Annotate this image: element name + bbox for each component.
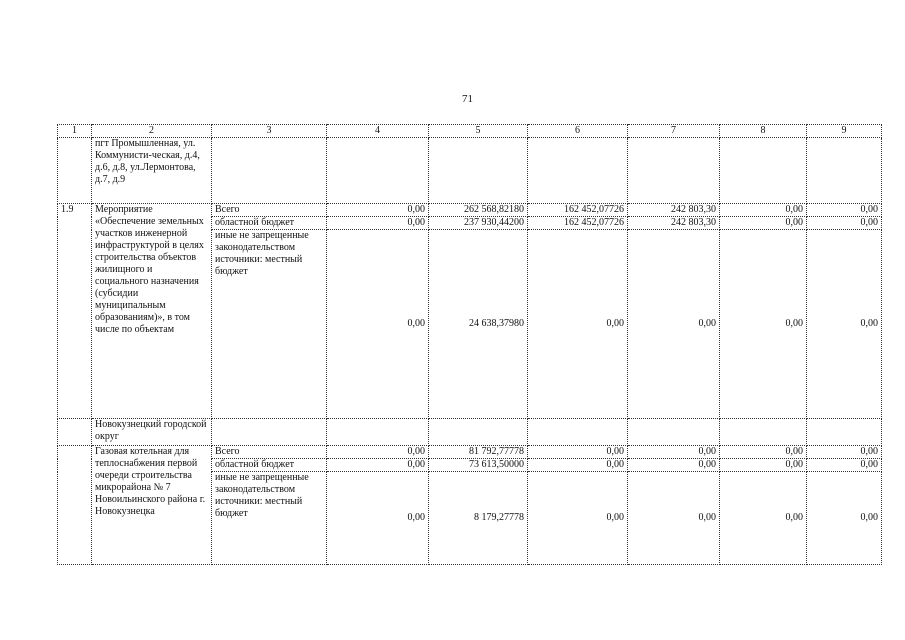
- empty-cell: [528, 419, 628, 446]
- object-row-total: [58, 446, 882, 459]
- value-cell: 242 803,30: [628, 217, 720, 230]
- header-cell: 8: [720, 125, 807, 138]
- budget-table: [57, 124, 882, 565]
- header-cell: 4: [327, 125, 429, 138]
- address-row: [58, 138, 882, 204]
- empty-cell: [628, 138, 720, 204]
- empty-cell: [58, 419, 92, 446]
- value-cell: 0,00: [528, 446, 628, 459]
- measure-title: Мероприятие «Обеспечение земельных участков инженерной инфраструктурой в целях строительства объектов жилищного и социального назначения (субсидии муниципальным образованиям)», в том числе по объектам: [92, 204, 212, 419]
- value-cell: 0,00: [327, 204, 429, 217]
- object-title: Газовая котельная для теплоснабжения первой очереди строительства микрорайона № 7 Новоильинского района г. Новокузнецка: [92, 446, 212, 565]
- header-cell: 5: [429, 125, 528, 138]
- empty-cell: [807, 138, 882, 204]
- value-cell: 0,00: [528, 472, 628, 565]
- value-cell: 262 568,82180: [429, 204, 528, 217]
- header-cell: 1: [58, 125, 92, 138]
- value-cell: 0,00: [807, 230, 882, 419]
- value-cell: 0,00: [807, 204, 882, 217]
- value-cell: 0,00: [807, 472, 882, 565]
- value-cell: 0,00: [528, 230, 628, 419]
- value-cell: 162 452,07726: [528, 217, 628, 230]
- value-cell: 0,00: [720, 204, 807, 217]
- value-cell: 162 452,07726: [528, 204, 628, 217]
- source-label: иные не запрещенные законодательством источники: местный бюджет: [212, 230, 327, 419]
- empty-cell: [429, 138, 528, 204]
- value-cell: 0,00: [720, 230, 807, 419]
- value-cell: 0,00: [807, 446, 882, 459]
- page-number: 71: [462, 93, 473, 105]
- value-cell: 0,00: [628, 446, 720, 459]
- value-cell: 0,00: [628, 472, 720, 565]
- value-cell: 0,00: [327, 459, 429, 472]
- value-cell: 0,00: [720, 472, 807, 565]
- empty-cell: [58, 446, 92, 565]
- measure-row-total: [58, 204, 882, 217]
- value-cell: 8 179,27778: [429, 472, 528, 565]
- value-cell: 0,00: [327, 446, 429, 459]
- empty-cell: [212, 419, 327, 446]
- empty-cell: [429, 419, 528, 446]
- header-cell: 9: [807, 125, 882, 138]
- measure-id: 1.9: [58, 204, 92, 419]
- value-cell: 0,00: [720, 459, 807, 472]
- value-cell: 0,00: [628, 230, 720, 419]
- empty-cell: [720, 419, 807, 446]
- value-cell: 0,00: [720, 446, 807, 459]
- empty-cell: [327, 138, 429, 204]
- source-label: областной бюджет: [212, 459, 327, 472]
- value-cell: 0,00: [807, 217, 882, 230]
- empty-cell: [807, 419, 882, 446]
- empty-cell: [720, 138, 807, 204]
- value-cell: 237 930,44200: [429, 217, 528, 230]
- value-cell: 0,00: [628, 459, 720, 472]
- source-label: иные не запрещенные законодательством источники: местный бюджет: [212, 472, 327, 565]
- value-cell: 0,00: [720, 217, 807, 230]
- empty-cell: [628, 419, 720, 446]
- source-label: Всего: [212, 446, 327, 459]
- source-label: областной бюджет: [212, 217, 327, 230]
- header-cell: 3: [212, 125, 327, 138]
- header-cell: 6: [528, 125, 628, 138]
- district-row: [58, 419, 882, 446]
- value-cell: 242 803,30: [628, 204, 720, 217]
- empty-cell: [58, 138, 92, 204]
- value-cell: 0,00: [807, 459, 882, 472]
- value-cell: 0,00: [327, 472, 429, 565]
- value-cell: 24 638,37980: [429, 230, 528, 419]
- address-continuation: пгт Промышленная, ул. Коммунисти-ческая, д.4, д.6, д.8, ул.Лермонтова, д.7, д.9: [92, 138, 212, 204]
- value-cell: 0,00: [327, 230, 429, 419]
- empty-cell: [327, 419, 429, 446]
- source-label: Всего: [212, 204, 327, 217]
- empty-cell: [528, 138, 628, 204]
- value-cell: 81 792,77778: [429, 446, 528, 459]
- value-cell: 0,00: [327, 217, 429, 230]
- empty-cell: [212, 138, 327, 204]
- header-cell: 7: [628, 125, 720, 138]
- value-cell: 0,00: [528, 459, 628, 472]
- header-row: [58, 125, 882, 138]
- district-name: Новокузнецкий городской округ: [92, 419, 212, 446]
- value-cell: 73 613,50000: [429, 459, 528, 472]
- header-cell: 2: [92, 125, 212, 138]
